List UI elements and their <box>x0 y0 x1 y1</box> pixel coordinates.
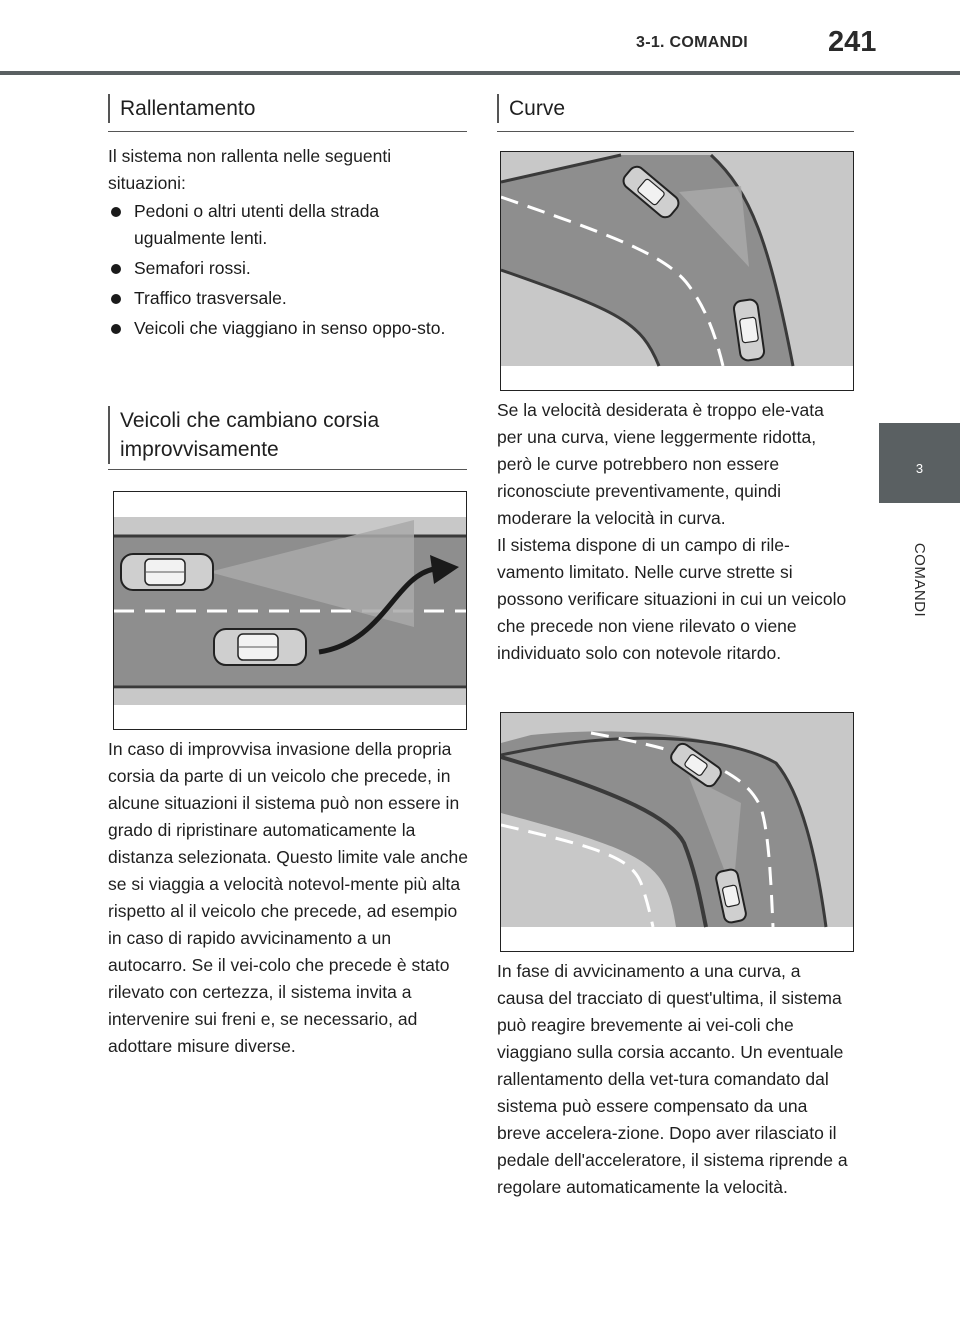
heading-curve: Curve <box>497 94 849 123</box>
list-item: Semafori rossi. <box>110 255 470 282</box>
heading-underline <box>108 469 467 470</box>
curve-illustration-2 <box>500 712 854 952</box>
list-item: Traffico trasversale. <box>110 285 470 312</box>
heading-cambio-corsia: Veicoli che cambiano corsia improvvisamente <box>108 406 460 464</box>
heading-rallentamento: Rallentamento <box>108 94 460 123</box>
list-item: Pedoni o altri utenti della strada ugualmente lenti. <box>110 198 470 252</box>
chapter-tab <box>879 423 960 503</box>
heading-underline <box>497 131 854 132</box>
heading-underline <box>108 131 467 132</box>
curve-paragraph-3: In fase di avvicinamento a una curva, a causa del tracciato di quest'ultima, il sistema può reagire brevemente ai vei-coli che viaggiano sulla corsia accanto. Un eventuale rallentamento della vet-tura comandato dal sistema può essere compensato da una breve accelera-zione. Dopo aver rilasciato il pedale dell'acceleratore, il sistema riprende a regolare automaticamente la velocità. <box>497 961 848 1197</box>
bullet-list <box>110 198 470 345</box>
chapter-number: 3 <box>915 461 924 476</box>
lane-change-illustration <box>113 491 467 730</box>
curve-paragraph-1: Se la velocità desiderata è troppo ele-vata per una curva, viene leggermente ridotta, però le curve potrebbero non essere riconosciute preventivamente, quindi moderare la velocità in curva. <box>497 400 824 528</box>
curve-paragraph-2: Il sistema dispone di un campo di rile-vamento limitato. Nelle curve strette si possono verificare situazioni in cui un veicolo che precede non viene rilevato o viene individuato solo con notevole ritardo. <box>497 535 847 663</box>
intro-text: Il sistema non rallenta nelle seguenti situazioni: <box>108 146 392 193</box>
chapter-label: COMANDI <box>911 542 928 618</box>
section-title: 3-1. COMANDI <box>636 34 749 51</box>
lane-change-paragraph: In caso di improvvisa invasione della propria corsia da parte di un veicolo che precede, in alcune situazioni il sistema può non essere in grado di ripristinare automaticamente la distanza selezionata. Questo limite vale anche se si viaggia a velocità notevol-mente più alta rispetto al il veicolo che precede, ad esempio in caso di rapido avvicinamento a un autocarro. Se il vei-colo che precede è stato rilevato con certezza, il sistema invita a intervenire sui freni e, se necessario, ad adottare misure diverse. <box>108 739 468 1056</box>
list-item: Veicoli che viaggiano in senso oppo-sto. <box>110 315 470 342</box>
header-divider <box>0 71 960 75</box>
page-number: 241 <box>828 26 877 58</box>
curve-illustration-1 <box>500 151 854 391</box>
